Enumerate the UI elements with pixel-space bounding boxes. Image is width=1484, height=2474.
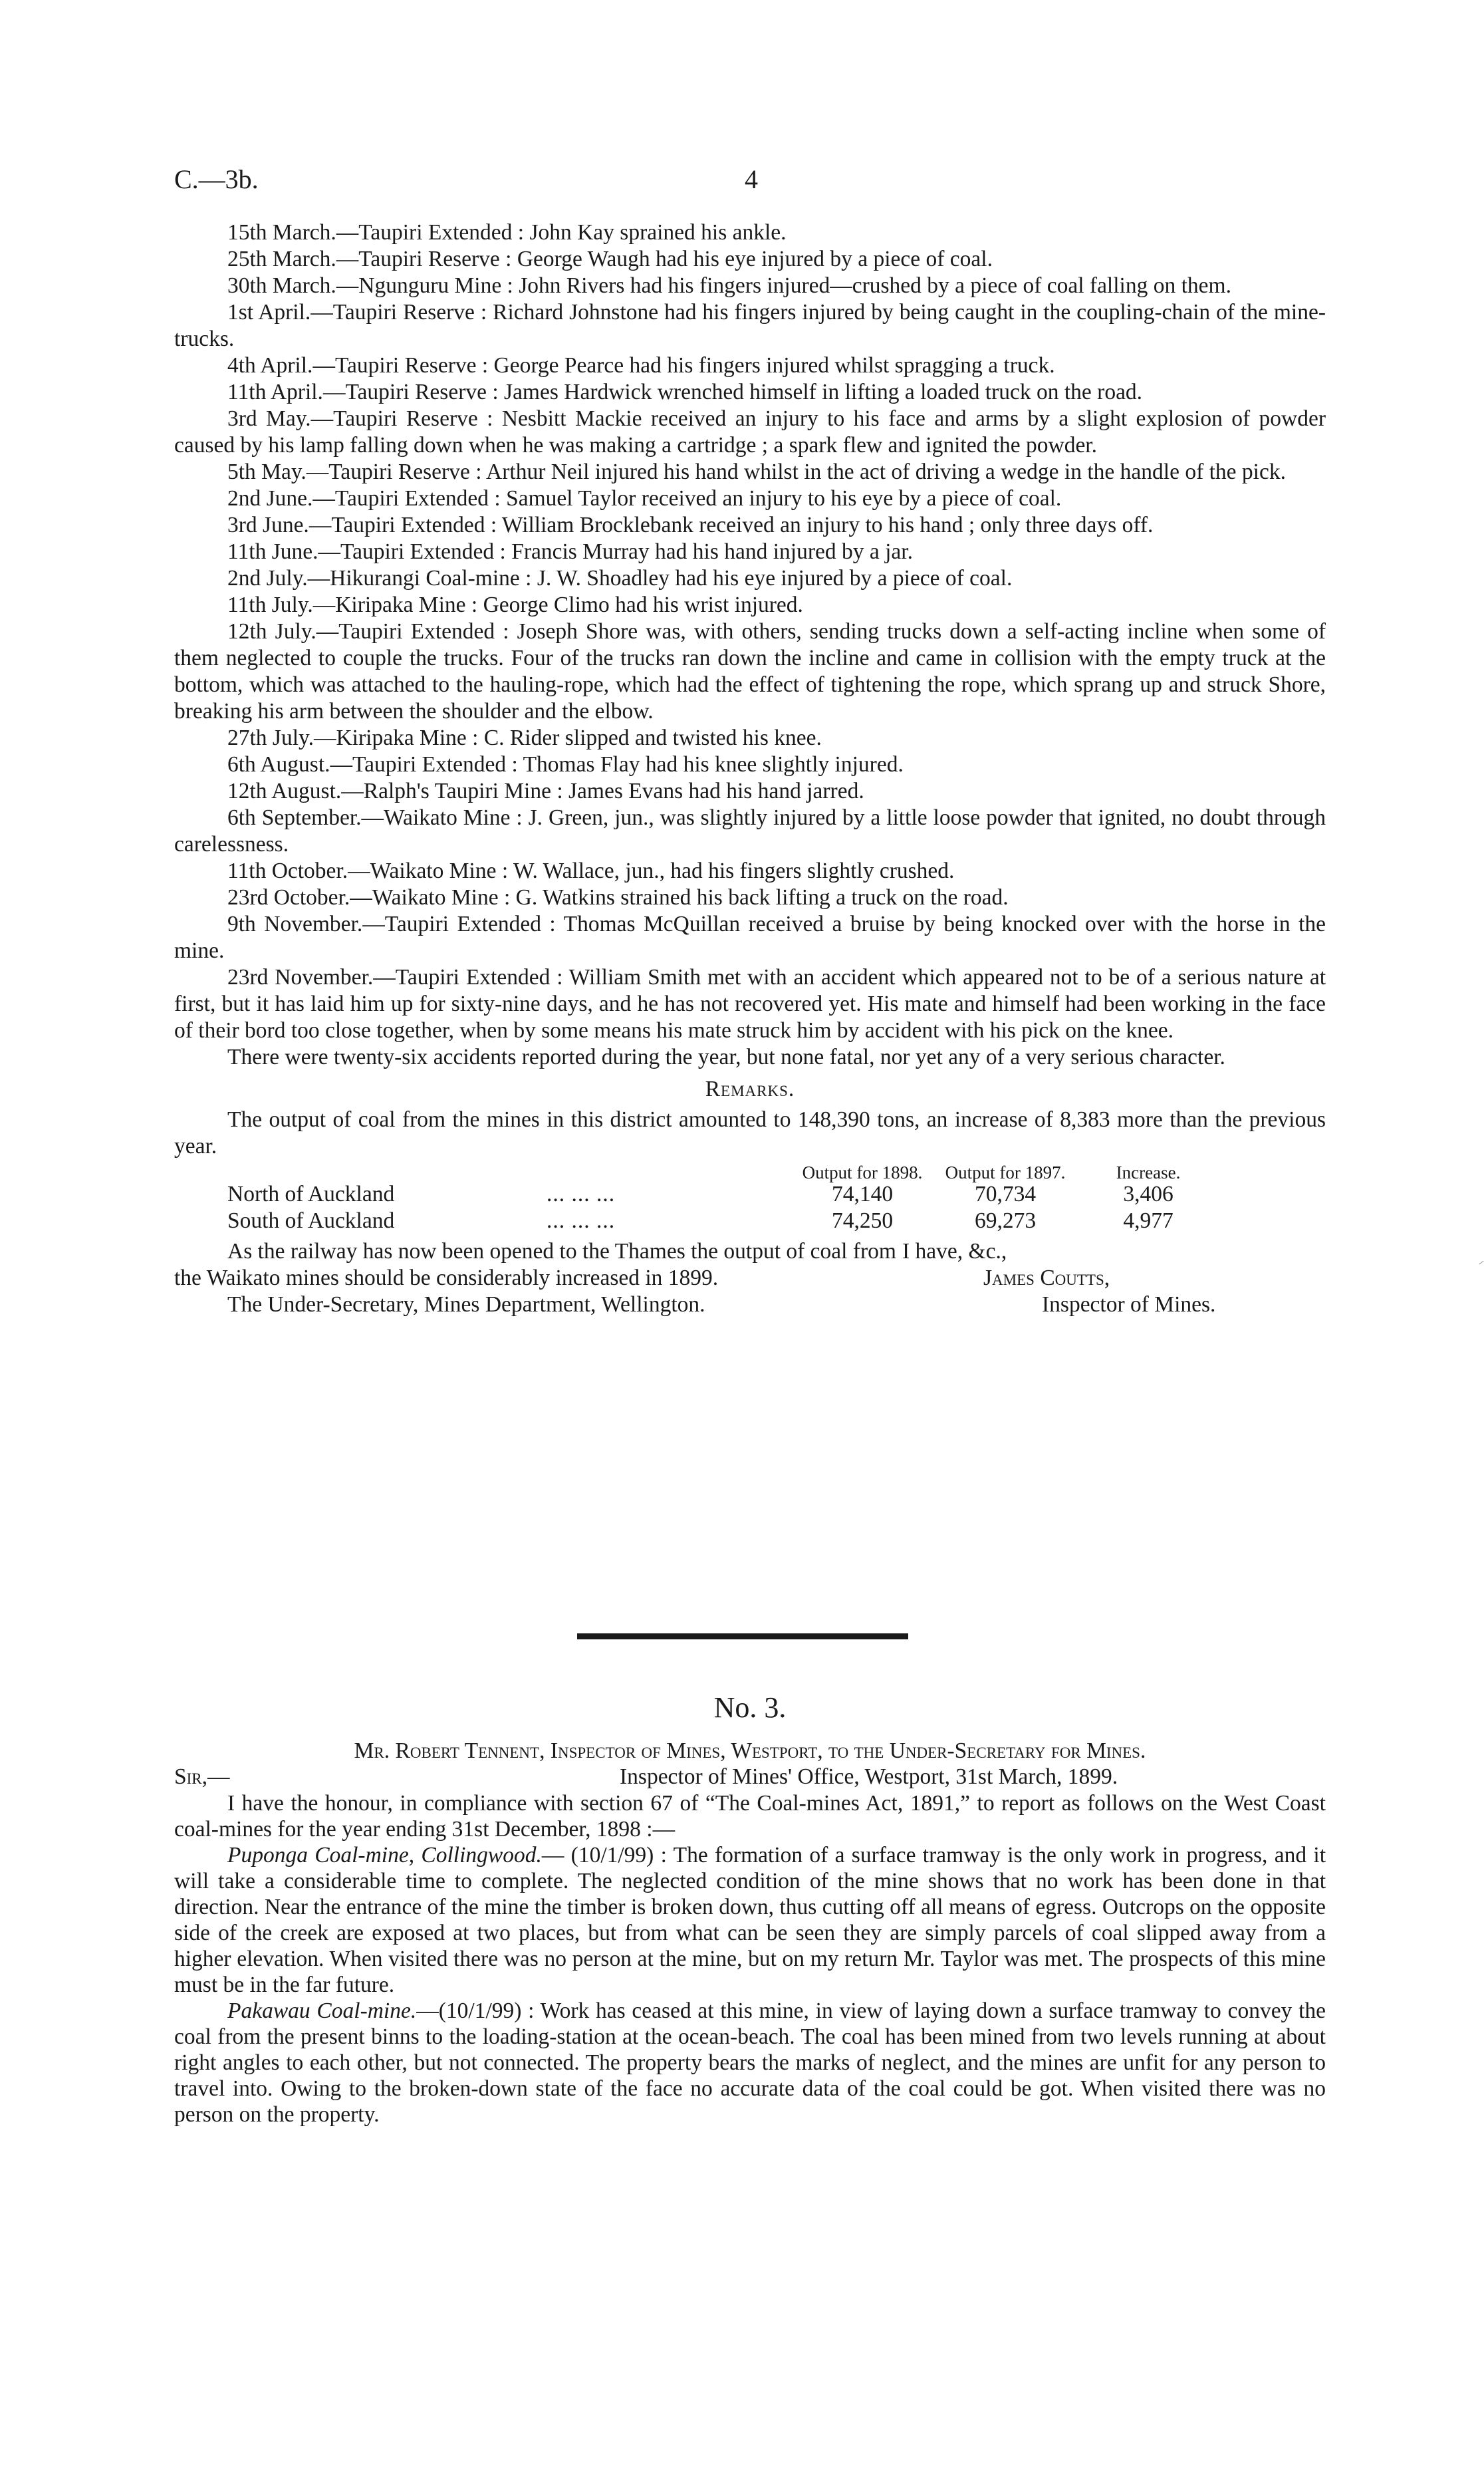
- section-number: No. 3.: [713, 1691, 787, 1724]
- output-1897: 69,273: [974, 1208, 1037, 1233]
- remarks-intro: The output of coal from the mines in this district amounted to 148,390 tons, an increase of 8,383 more than the previous year.: [174, 1107, 1326, 1159]
- accident-entry: 6th September.—Waikato Mine : J. Green, jun., was slightly injured by a little loose powder that ignited, no doubt through carelessness.: [174, 805, 1326, 857]
- page-number: 4: [745, 164, 758, 194]
- accident-entry: 3rd June.—Taupiri Extended : William Brocklebank received an injury to his hand ; only three days off.: [227, 513, 1154, 537]
- signatory-title: Inspector of Mines.: [1042, 1292, 1216, 1317]
- output-1897: 70,734: [974, 1182, 1037, 1206]
- accident-summary: There were twenty-six accidents reported during the year, but none fatal, nor yet any of a very serious character.: [227, 1045, 1225, 1069]
- office-date: Inspector of Mines' Office, Westport, 31st March, 1899.: [620, 1764, 1118, 1789]
- accident-entry: 15th March.—Taupiri Extended : John Kay sprained his ankle.: [227, 220, 787, 245]
- accident-list: [174, 219, 1326, 1318]
- remarks-heading: Remarks.: [705, 1077, 795, 1101]
- mine-title: Puponga Coal-mine, Collingwood.: [227, 1843, 542, 1867]
- mine-entry: Puponga Coal-mine, Collingwood.— (10/1/99) : The formation of a surface tramway is the only work in progress, and it will take a considerable time to complete. The neglected condition of the mine shows that no work has been done in that direction. Near the entrance of the mine the timber is broken down, thus cutting off all means of egress. Outcrops on the opposite side of the creek are exposed at two places, but from what can be seen they are simply parcels of coal slipped away from a higher elevation. When visited there was no person at the mine, but on my return Mr. Taylor was met. The prospects of this mine must be in the far future.: [174, 1843, 1326, 1997]
- accident-entry: 9th November.—Taupiri Extended : Thomas McQuillan received a bruise by being knocked over with the horse in the mine.: [174, 912, 1326, 963]
- mine-entry: Pakawau Coal-mine.—(10/1/99) : Work has ceased at this mine, in view of laying down a surface tramway to convey the coal from the present binns to the loading-station at the ocean-beach. The coal has been mined from two levels running at about right angles to each other, but not connected. The property bears the marks of neglect, and the mines are unfit for any person to travel into. Owing to the broken-down state of the face no accurate data of the coal could be got. When visited there was no person on the property.: [174, 1998, 1326, 2127]
- output-1898: 74,250: [831, 1208, 894, 1233]
- addressee: The Under-Secretary, Mines Department, Wellington.: [227, 1292, 705, 1317]
- closing-remark: As the railway has now been opened to the Thames the output of coal from the Waikato mines should be considerably increased in 1899.: [174, 1239, 896, 1290]
- accident-entry: 30th March.—Ngunguru Mine : John Rivers had his fingers injured—crushed by a piece of coal falling on them.: [227, 273, 1231, 298]
- region-name: South of Auckland: [227, 1208, 395, 1233]
- accident-entry: 1st April.—Taupiri Reserve : Richard Johnstone had his fingers injured by being caught in the coupling-chain of the mine-trucks.: [174, 300, 1326, 351]
- region-name: North of Auckland: [227, 1182, 395, 1206]
- letter-closing: [174, 1238, 1326, 1318]
- mine-title: Pakawau Coal-mine.: [227, 1998, 417, 2023]
- accident-entry: 12th August.—Ralph's Taupiri Mine : James Evans had his hand jarred.: [227, 779, 864, 803]
- increase: 4,977: [1123, 1208, 1174, 1233]
- output-table-header: [227, 1164, 1218, 1181]
- accident-entry: 27th July.—Kiripaka Mine : C. Rider slipped and twisted his knee.: [227, 726, 822, 750]
- salutation: Sir,—: [174, 1764, 230, 1789]
- table-row: [227, 1181, 1218, 1208]
- accident-entry: 5th May.—Taupiri Reserve : Arthur Neil injured his hand whilst in the act of driving a wedge in the handle of the pick.: [227, 460, 1286, 484]
- accident-entry: 23rd October.—Waikato Mine : G. Watkins strained his back lifting a truck on the road.: [227, 885, 1009, 910]
- accident-entry: 25th March.—Taupiri Reserve : George Waugh had his eye injured by a piece of coal.: [227, 247, 993, 271]
- document-reference: C.—3b.: [174, 164, 259, 194]
- column-header: Increase.: [1116, 1163, 1181, 1182]
- increase: 3,406: [1123, 1182, 1174, 1206]
- output-1898: 74,140: [831, 1182, 894, 1206]
- accident-entry: 2nd June.—Taupiri Extended : Samuel Taylor received an injury to his eye by a piece of coal.: [227, 486, 1062, 511]
- accident-entry: 11th October.—Waikato Mine : W. Wallace, jun., had his fingers slightly crushed.: [227, 859, 955, 883]
- accident-entry: 2nd July.—Hikurangi Coal-mine : J. W. Shoadley had his eye injured by a piece of coal.: [227, 566, 1013, 591]
- leader-dots: ... ... ...: [547, 1208, 616, 1233]
- accident-entry: 11th July.—Kiripaka Mine : George Climo had his wrist injured.: [227, 593, 803, 617]
- section-divider: [577, 1633, 908, 1639]
- address-line: Mr. Robert Tennent, Inspector of Mines, Westport, to the Under-Secretary for Mines.: [354, 1738, 1146, 1763]
- accident-entry: 23rd November.—Taupiri Extended : William Smith met with an accident which appeared not to be of a serious nature at first, but it has laid him up for sixty-nine days, and he has not recovered yet. His mate and himself had been working in the face of their bord too close together, when by some means his mate struck him by accident with his pick on the knee.: [174, 965, 1326, 1043]
- accident-entry: 6th August.—Taupiri Extended : Thomas Flay had his knee slightly injured.: [227, 752, 904, 777]
- sign-off: I have, &c.,: [902, 1239, 1007, 1264]
- output-table: [227, 1164, 1218, 1234]
- accident-entry: 11th June.—Taupiri Extended : Francis Murray had his hand injured by a jar.: [227, 539, 913, 564]
- salutation-row: [174, 1764, 1326, 1790]
- signature: James Coutts,: [983, 1266, 1110, 1290]
- column-header: Output for 1898.: [802, 1163, 923, 1182]
- accident-entry: 11th April.—Taupiri Reserve : James Hardwick wrenched himself in lifting a loaded truck on the road.: [227, 380, 1143, 404]
- margin-mark: [1479, 1261, 1483, 1264]
- table-row: [227, 1208, 1218, 1234]
- accident-entry: 4th April.—Taupiri Reserve : George Pearce had his fingers injured whilst spragging a truck.: [227, 353, 1055, 378]
- column-header: Output for 1897.: [945, 1163, 1066, 1182]
- report-no-3: [174, 1691, 1326, 2128]
- accident-entry: 3rd May.—Taupiri Reserve : Nesbitt Mackie received an injury to his face and arms by a slight explosion of powder caused by his lamp falling down when he was making a cartridge ; a spark flew and ignited the powder.: [174, 406, 1326, 458]
- leader-dots: ... ... ...: [547, 1182, 616, 1206]
- report-intro: I have the honour, in compliance with section 67 of “The Coal-mines Act, 1891,” to report as follows on the West Coast coal-mines for the year ending 31st December, 1898 :—: [174, 1791, 1326, 1842]
- accident-entry: 12th July.—Taupiri Extended : Joseph Shore was, with others, sending trucks down a self-acting incline when some of them neglected to couple the trucks. Four of the trucks ran down the incline and came in collision with the empty truck at the bottom, which was attached to the hauling-rope, which had the effect of tightening the rope, which sprang up and struck Shore, breaking his arm between the shoulder and the elbow.: [174, 619, 1326, 724]
- page-header: [174, 164, 1331, 204]
